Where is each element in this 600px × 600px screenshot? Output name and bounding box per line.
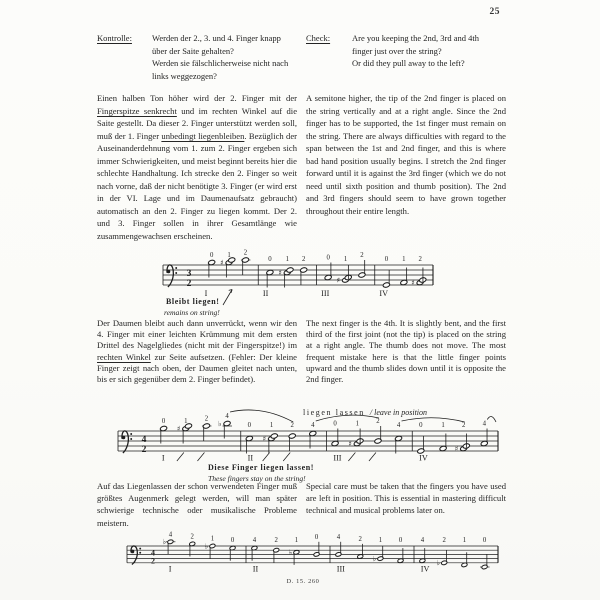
- svg-text:0: 0: [398, 537, 403, 544]
- svg-text:4: 4: [225, 413, 229, 420]
- svg-text:2: 2: [376, 418, 380, 425]
- paragraph-english-3: Special care must be taken that the fingers you have used are left in position. This is essential in mastering difficult technical and musical problems later on.: [306, 481, 506, 516]
- svg-text:0: 0: [161, 418, 166, 425]
- svg-text:I: I: [161, 453, 165, 463]
- svg-text:2: 2: [204, 415, 209, 423]
- svg-text:II: II: [247, 453, 254, 463]
- svg-text:IV: IV: [420, 564, 430, 574]
- svg-text:I: I: [204, 289, 208, 298]
- svg-text:2: 2: [360, 252, 364, 259]
- svg-text:♯: ♯: [176, 423, 181, 433]
- svg-text:1: 1: [355, 420, 360, 428]
- svg-text:2: 2: [274, 537, 278, 544]
- svg-text:0: 0: [419, 422, 423, 429]
- staff2-annotation-italic: These fingers stay on the string!: [208, 474, 306, 483]
- svg-text:♯: ♯: [454, 443, 459, 453]
- svg-text:♯: ♯: [336, 275, 341, 285]
- svg-text:2: 2: [418, 256, 422, 263]
- question-line: Werden sie fälschlicherweise nicht nach: [152, 58, 289, 69]
- svg-text:♭: ♭: [372, 553, 377, 563]
- kontrolle-label: Kontrolle:: [97, 33, 132, 43]
- svg-text:0: 0: [268, 256, 272, 263]
- plate-number: D. 15. 260: [286, 578, 320, 585]
- svg-text:0: 0: [384, 256, 389, 263]
- svg-text:♯: ♯: [278, 267, 282, 277]
- svg-text:♭: ♭: [218, 418, 222, 428]
- svg-text:4: 4: [311, 422, 315, 429]
- svg-text:♭: ♭: [288, 547, 293, 557]
- svg-text:2: 2: [461, 422, 466, 429]
- staff1-annotation-bold: Bleibt liegen!: [166, 297, 220, 306]
- svg-text:II: II: [252, 564, 259, 574]
- svg-text:♯: ♯: [348, 438, 352, 448]
- svg-text:1: 1: [343, 256, 348, 263]
- svg-text:1: 1: [402, 256, 406, 263]
- staff-2: [118, 410, 498, 463]
- paragraph-german-2: Der Daumen bleibt auch dann unverrückt, wenn wir den 4. Finger mit einer leichten Krümmung mit dem ersten Drittel des Nagelgliedes (nicht mit der Fingerspitze!) im rechten Winkel zur Seite aufsetzen. (Fehler: Der kleine Finger zeigt nach oben, der Daumen gleitet nach unten, bis er sich gegenüber dem 2. Finger befindet).: [97, 318, 297, 385]
- question-line: Or did they pull away to the left?: [352, 58, 465, 69]
- svg-text:IV: IV: [419, 453, 428, 463]
- check-label: Check:: [306, 33, 331, 43]
- svg-text:0: 0: [230, 537, 235, 544]
- staff2-annotation-top-german: liegen lassen: [303, 408, 365, 417]
- svg-text:1: 1: [184, 418, 188, 425]
- svg-text:III: III: [336, 564, 345, 574]
- svg-text:1: 1: [441, 422, 445, 429]
- svg-text:♭: ♭: [204, 541, 209, 551]
- question-line: über der Saite gehalten?: [152, 45, 234, 56]
- svg-text:♯: ♯: [262, 433, 267, 443]
- svg-text:4: 4: [168, 531, 173, 539]
- svg-text:III: III: [321, 289, 330, 298]
- svg-text:1: 1: [285, 256, 290, 263]
- svg-text:♯: ♯: [411, 277, 415, 287]
- question-line: finger just over the string?: [352, 45, 442, 56]
- svg-text:1: 1: [269, 422, 274, 429]
- svg-text:3: 3: [186, 268, 192, 279]
- svg-text:II: II: [262, 289, 269, 298]
- staff2-annotation-top-english: / leave in position: [369, 408, 428, 417]
- svg-text:2: 2: [141, 444, 147, 455]
- svg-text:2: 2: [186, 278, 192, 289]
- svg-text:2: 2: [151, 556, 155, 566]
- svg-text:1: 1: [378, 537, 383, 544]
- svg-text:2: 2: [190, 533, 194, 541]
- svg-text:2: 2: [358, 535, 362, 543]
- svg-text:0: 0: [326, 254, 330, 262]
- svg-text:2: 2: [290, 422, 294, 429]
- paragraph-english-2: The next finger is the 4th. It is slightly bent, and the first third of the first joint (not the tip) is placed on the string at a right angle. The thumb does not move. The most frequent mistake here is that the little finger points upward and the thumb slides down until it is opposite the 2nd finger.: [306, 318, 506, 385]
- paragraph-german-1: Einen halben Ton höher wird der 2. Finger mit der Fingerspitze senkrecht und im rechten Winkel auf die Saite gestellt. Da dieser 2. Finger unterstützt werden soll, muß der 1. Finger unbedingt liegenbleiben. Bezüglich der Auseinanderdehnung vom 1. zum 2. Finger ergeben sich immer Schwierigkeiten, und meist beginnt bereits hier die schlechte Handhaltung. Ich strecke den 2. Finger so weit nach vorne, daß der nicht benötigte 3. Finger (er wird erst in der VI. Lage und im Daumenaufsatz gebraucht) automatisch an den 2. Finger zu liegen kommt. Der 2. und 3. Finger sollen in ihrer Gesamtlänge wie zusammengewachsen erscheinen.: [97, 93, 298, 241]
- svg-text:2: 2: [442, 537, 446, 544]
- svg-text:III: III: [333, 453, 342, 463]
- svg-text:♭: ♭: [436, 558, 440, 568]
- svg-text:I: I: [168, 564, 172, 574]
- staff2-annotation-bold: Diese Finger liegen lassen!: [208, 463, 315, 472]
- paragraph-english-1: A semitone higher, the tip of the 2nd finger is placed on the string vertically and at a right angle. Since the 2nd finger has to be supported, the 1st finger must remain on the string. There are always difficulties with regard to the span between the 1st and 2nd finger, and this is where bad hand position usually begins. I stretch the 2nd finger forward until it is against the 3rd finger (which we do not need until sixth position and thumb position). The 2nd and 3rd fingers should seem to have grown together throughout their entire length.: [306, 93, 506, 216]
- staff1-annotation-italic: remains on string!: [164, 308, 220, 317]
- svg-text:0: 0: [209, 252, 214, 259]
- svg-text:2: 2: [243, 249, 248, 257]
- svg-text:4: 4: [420, 537, 425, 544]
- svg-text:0: 0: [247, 422, 252, 429]
- svg-text:1: 1: [227, 252, 231, 259]
- svg-text:♯: ♯: [220, 257, 224, 267]
- svg-text:0: 0: [314, 533, 319, 541]
- svg-text:2: 2: [301, 256, 306, 263]
- svg-text:♭: ♭: [162, 537, 167, 547]
- staff-1: [163, 250, 433, 306]
- svg-text:4: 4: [396, 422, 401, 429]
- svg-text:0: 0: [333, 420, 337, 428]
- svg-text:1: 1: [294, 537, 299, 544]
- svg-text:1: 1: [210, 535, 215, 543]
- question-line: Are you keeping the 2nd, 3rd and 4th: [352, 33, 479, 43]
- svg-text:4: 4: [252, 537, 257, 544]
- question-line: Werden der 2., 3. und 4. Finger knapp: [152, 33, 281, 43]
- svg-text:0: 0: [482, 537, 487, 544]
- svg-text:4: 4: [482, 420, 486, 428]
- svg-text:4: 4: [151, 548, 155, 558]
- question-line: links weggezogen?: [152, 71, 217, 82]
- svg-text:IV: IV: [379, 289, 389, 298]
- svg-text:4: 4: [141, 434, 147, 445]
- staff-3: [127, 531, 498, 573]
- svg-text:4: 4: [336, 533, 341, 541]
- svg-text:1: 1: [462, 537, 467, 544]
- paragraph-german-3: Auf das Liegenlassen der schon verwendeten Finger muß größtes Augenmerk gelegt werden, will man später schwierige technische oder musikalische Probleme meistern.: [97, 481, 297, 528]
- page-number: 25: [489, 7, 500, 17]
